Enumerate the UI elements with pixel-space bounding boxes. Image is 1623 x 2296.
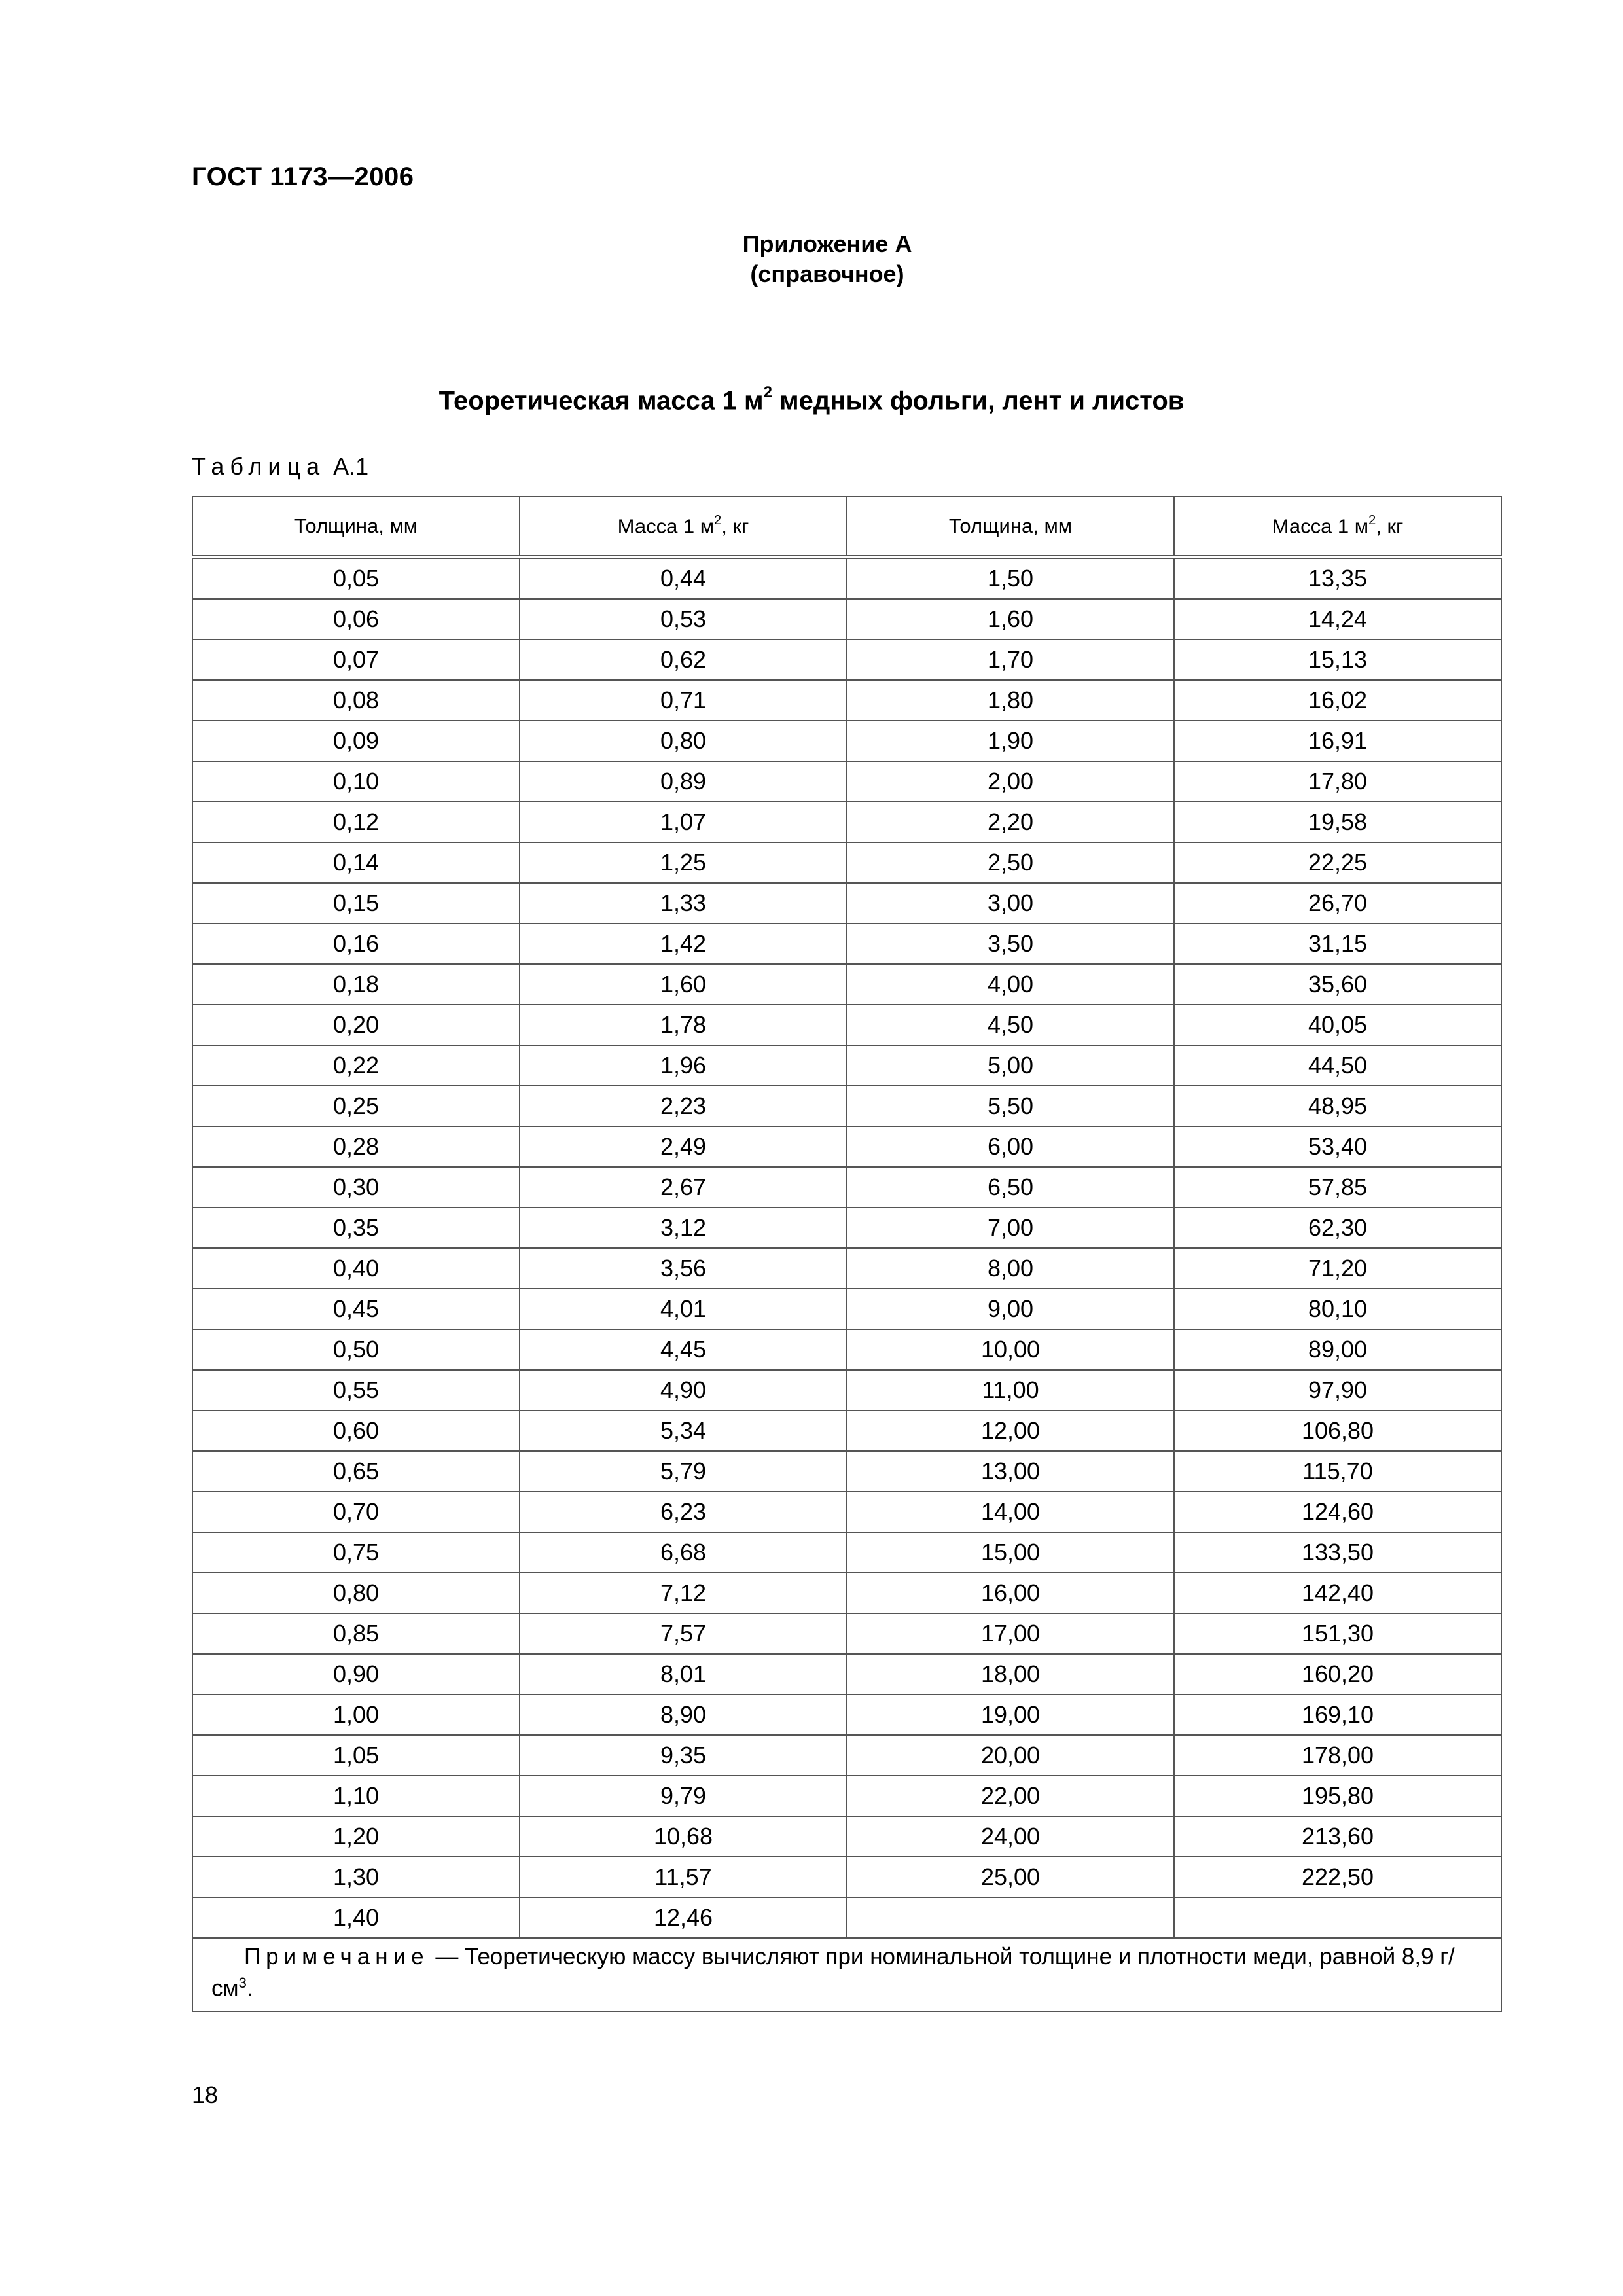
cell-thickness-2: 25,00: [847, 1857, 1174, 1897]
cell-thickness-2: [847, 1897, 1174, 1938]
cell-mass-2: 106,80: [1174, 1410, 1501, 1451]
table-row: [192, 1126, 1501, 1167]
cell-mass-1: 6,23: [520, 1492, 847, 1532]
cell-mass-1: 0,71: [520, 680, 847, 721]
note-end: .: [246, 1975, 253, 2001]
cell-thickness-1: 0,65: [192, 1451, 520, 1492]
cell-mass-2: 89,00: [1174, 1329, 1501, 1370]
cell-thickness-1: 0,07: [192, 639, 520, 680]
cell-thickness-2: 15,00: [847, 1532, 1174, 1573]
table-row: [192, 842, 1501, 883]
cell-mass-1: 0,44: [520, 557, 847, 599]
cell-mass-2: 133,50: [1174, 1532, 1501, 1573]
cell-thickness-1: 0,60: [192, 1410, 520, 1451]
cell-mass-1: 1,07: [520, 802, 847, 842]
table-body: [192, 557, 1501, 1938]
table-row: [192, 1735, 1501, 1776]
cell-mass-2: 97,90: [1174, 1370, 1501, 1410]
cell-mass-1: 11,57: [520, 1857, 847, 1897]
cell-thickness-2: 14,00: [847, 1492, 1174, 1532]
table-row: [192, 1167, 1501, 1208]
cell-mass-2: 178,00: [1174, 1735, 1501, 1776]
cell-mass-2: 151,30: [1174, 1613, 1501, 1654]
table-row: [192, 1208, 1501, 1248]
cell-mass-2: 13,35: [1174, 557, 1501, 599]
cell-mass-2: 53,40: [1174, 1126, 1501, 1167]
cell-thickness-2: 4,50: [847, 1005, 1174, 1045]
cell-thickness-1: 0,09: [192, 721, 520, 761]
cell-mass-1: 1,33: [520, 883, 847, 924]
header-mass-2-suffix: , кг: [1376, 514, 1404, 538]
cell-thickness-1: 0,45: [192, 1289, 520, 1329]
cell-thickness-2: 20,00: [847, 1735, 1174, 1776]
cell-thickness-2: 11,00: [847, 1370, 1174, 1410]
cell-mass-2: 142,40: [1174, 1573, 1501, 1613]
header-mass-1-sup: 2: [714, 512, 722, 528]
cell-thickness-1: 1,20: [192, 1816, 520, 1857]
cell-thickness-1: 0,22: [192, 1045, 520, 1086]
cell-mass-2: 35,60: [1174, 964, 1501, 1005]
cell-mass-1: 0,62: [520, 639, 847, 680]
table-caption-number: А.1: [333, 453, 369, 480]
cell-thickness-2: 12,00: [847, 1410, 1174, 1451]
cell-thickness-2: 24,00: [847, 1816, 1174, 1857]
cell-thickness-2: 1,90: [847, 721, 1174, 761]
cell-thickness-2: 9,00: [847, 1289, 1174, 1329]
cell-mass-1: 8,90: [520, 1695, 847, 1735]
cell-thickness-1: 0,18: [192, 964, 520, 1005]
cell-thickness-1: 0,70: [192, 1492, 520, 1532]
cell-mass-1: 1,25: [520, 842, 847, 883]
cell-mass-1: 0,53: [520, 599, 847, 639]
cell-thickness-1: 0,85: [192, 1613, 520, 1654]
cell-mass-2: 71,20: [1174, 1248, 1501, 1289]
table-row: [192, 1410, 1501, 1451]
cell-mass-2: 57,85: [1174, 1167, 1501, 1208]
page-number: 18: [192, 2081, 219, 2108]
cell-thickness-1: 0,15: [192, 883, 520, 924]
cell-thickness-1: 0,28: [192, 1126, 520, 1167]
appendix-type: (справочное): [750, 260, 904, 287]
cell-mass-2: 16,91: [1174, 721, 1501, 761]
cell-thickness-1: 0,10: [192, 761, 520, 802]
cell-mass-2: 17,80: [1174, 761, 1501, 802]
cell-mass-2: 16,02: [1174, 680, 1501, 721]
cell-mass-1: 12,46: [520, 1897, 847, 1938]
cell-mass-1: 10,68: [520, 1816, 847, 1857]
cell-thickness-1: 0,25: [192, 1086, 520, 1126]
cell-thickness-2: 1,60: [847, 599, 1174, 639]
table-row: [192, 924, 1501, 964]
header-mass-1: [520, 497, 847, 557]
cell-mass-1: 3,12: [520, 1208, 847, 1248]
cell-thickness-1: 0,40: [192, 1248, 520, 1289]
cell-thickness-2: 2,50: [847, 842, 1174, 883]
cell-thickness-2: 16,00: [847, 1573, 1174, 1613]
cell-thickness-1: 0,75: [192, 1532, 520, 1573]
cell-mass-2: 80,10: [1174, 1289, 1501, 1329]
cell-thickness-1: 0,55: [192, 1370, 520, 1410]
cell-mass-1: 7,57: [520, 1613, 847, 1654]
cell-mass-2: 222,50: [1174, 1857, 1501, 1897]
cell-thickness-2: 7,00: [847, 1208, 1174, 1248]
cell-mass-1: 2,67: [520, 1167, 847, 1208]
table-row: [192, 1532, 1501, 1573]
cell-mass-2: 15,13: [1174, 639, 1501, 680]
table-row: [192, 1248, 1501, 1289]
note-text: — Теоретическую массу вычисляют при номинальной толщине и плотности меди, равной 8,9 г/см: [211, 1943, 1455, 2001]
cell-thickness-2: 19,00: [847, 1695, 1174, 1735]
cell-mass-1: 5,79: [520, 1451, 847, 1492]
cell-thickness-2: 18,00: [847, 1654, 1174, 1695]
cell-mass-1: 1,96: [520, 1045, 847, 1086]
cell-mass-2: 19,58: [1174, 802, 1501, 842]
cell-thickness-1: 0,12: [192, 802, 520, 842]
cell-thickness-2: 3,50: [847, 924, 1174, 964]
cell-thickness-1: 1,05: [192, 1735, 520, 1776]
table-caption-label: Таблица: [192, 453, 326, 480]
table-row: [192, 1897, 1501, 1938]
table-row: [192, 1654, 1501, 1695]
cell-mass-2: 31,15: [1174, 924, 1501, 964]
cell-thickness-2: 22,00: [847, 1776, 1174, 1816]
cell-thickness-1: 0,16: [192, 924, 520, 964]
cell-mass-1: 8,01: [520, 1654, 847, 1695]
cell-thickness-2: 2,00: [847, 761, 1174, 802]
header-mass-2-sup: 2: [1368, 512, 1376, 528]
document-title: [0, 386, 1623, 416]
table-row: [192, 1289, 1501, 1329]
table-row: [192, 1329, 1501, 1370]
cell-mass-1: 2,49: [520, 1126, 847, 1167]
cell-mass-1: 7,12: [520, 1573, 847, 1613]
cell-thickness-1: 0,14: [192, 842, 520, 883]
cell-mass-2: 213,60: [1174, 1816, 1501, 1857]
cell-mass-2: 26,70: [1174, 883, 1501, 924]
table-row: [192, 1857, 1501, 1897]
cell-mass-1: 3,56: [520, 1248, 847, 1289]
cell-mass-1: 9,35: [520, 1735, 847, 1776]
cell-mass-1: 0,80: [520, 721, 847, 761]
mass-table: [192, 496, 1502, 2012]
cell-mass-2: 40,05: [1174, 1005, 1501, 1045]
table-row: [192, 639, 1501, 680]
header-mass-2-prefix: Масса 1 м: [1272, 514, 1369, 538]
cell-thickness-2: 10,00: [847, 1329, 1174, 1370]
table-caption: [192, 453, 368, 480]
cell-mass-1: 4,01: [520, 1289, 847, 1329]
table-row: [192, 964, 1501, 1005]
cell-thickness-2: 2,20: [847, 802, 1174, 842]
table-row: [192, 1045, 1501, 1086]
cell-thickness-1: 0,50: [192, 1329, 520, 1370]
table-header-row: [192, 497, 1501, 557]
cell-thickness-2: 4,00: [847, 964, 1174, 1005]
cell-thickness-1: 0,35: [192, 1208, 520, 1248]
cell-thickness-1: 1,00: [192, 1695, 520, 1735]
cell-mass-1: 6,68: [520, 1532, 847, 1573]
cell-mass-2: [1174, 1897, 1501, 1938]
title-suffix: медных фольги, лент и листов: [772, 386, 1185, 416]
cell-mass-1: 4,90: [520, 1370, 847, 1410]
cell-thickness-1: 0,05: [192, 557, 520, 599]
table-row: [192, 1613, 1501, 1654]
table-note-row: [192, 1938, 1501, 2011]
cell-mass-1: 1,78: [520, 1005, 847, 1045]
header-thickness-2: Толщина, мм: [847, 497, 1174, 557]
table-row: [192, 721, 1501, 761]
cell-mass-2: 169,10: [1174, 1695, 1501, 1735]
cell-mass-2: 62,30: [1174, 1208, 1501, 1248]
table-row: [192, 1695, 1501, 1735]
cell-thickness-2: 17,00: [847, 1613, 1174, 1654]
cell-mass-1: 1,42: [520, 924, 847, 964]
header-thickness-1: Толщина, мм: [192, 497, 520, 557]
note-superscript: 3: [238, 1974, 247, 1991]
note-label: Примечание: [244, 1943, 429, 1969]
cell-thickness-1: 0,80: [192, 1573, 520, 1613]
title-prefix: Теоретическая масса 1 м: [438, 386, 764, 416]
header-mass-1-prefix: Масса 1 м: [617, 514, 715, 538]
cell-thickness-2: 5,50: [847, 1086, 1174, 1126]
cell-thickness-2: 6,00: [847, 1126, 1174, 1167]
table-row: [192, 1086, 1501, 1126]
cell-thickness-2: 13,00: [847, 1451, 1174, 1492]
table-row: [192, 1451, 1501, 1492]
cell-thickness-2: 8,00: [847, 1248, 1174, 1289]
appendix-title: Приложение А: [742, 230, 912, 257]
table-row: [192, 599, 1501, 639]
table-row: [192, 557, 1501, 599]
cell-thickness-1: 0,30: [192, 1167, 520, 1208]
cell-mass-2: 14,24: [1174, 599, 1501, 639]
cell-mass-1: 1,60: [520, 964, 847, 1005]
cell-mass-2: 160,20: [1174, 1654, 1501, 1695]
cell-thickness-1: 1,10: [192, 1776, 520, 1816]
cell-thickness-2: 1,50: [847, 557, 1174, 599]
header-mass-1-suffix: , кг: [721, 514, 749, 538]
cell-thickness-2: 1,70: [847, 639, 1174, 680]
table-row: [192, 1573, 1501, 1613]
table-row: [192, 1492, 1501, 1532]
cell-mass-1: 4,45: [520, 1329, 847, 1370]
cell-thickness-2: 5,00: [847, 1045, 1174, 1086]
cell-mass-2: 124,60: [1174, 1492, 1501, 1532]
cell-mass-1: 0,89: [520, 761, 847, 802]
cell-thickness-2: 6,50: [847, 1167, 1174, 1208]
cell-mass-2: 48,95: [1174, 1086, 1501, 1126]
cell-mass-1: 9,79: [520, 1776, 847, 1816]
table-row: [192, 1005, 1501, 1045]
cell-thickness-2: 3,00: [847, 883, 1174, 924]
table-row: [192, 1776, 1501, 1816]
table-row: [192, 1370, 1501, 1410]
cell-thickness-2: 1,80: [847, 680, 1174, 721]
cell-mass-1: 2,23: [520, 1086, 847, 1126]
table-row: [192, 883, 1501, 924]
cell-thickness-1: 0,90: [192, 1654, 520, 1695]
cell-mass-2: 44,50: [1174, 1045, 1501, 1086]
header-mass-2: [1174, 497, 1501, 557]
table-note: [192, 1938, 1501, 2011]
standard-header: ГОСТ 1173—2006: [192, 162, 414, 191]
table-row: [192, 680, 1501, 721]
cell-thickness-1: 0,06: [192, 599, 520, 639]
cell-thickness-1: 1,40: [192, 1897, 520, 1938]
cell-thickness-1: 1,30: [192, 1857, 520, 1897]
cell-mass-2: 22,25: [1174, 842, 1501, 883]
cell-thickness-1: 0,20: [192, 1005, 520, 1045]
cell-mass-2: 115,70: [1174, 1451, 1501, 1492]
title-superscript: 2: [763, 384, 772, 401]
cell-thickness-1: 0,08: [192, 680, 520, 721]
table-row: [192, 761, 1501, 802]
table-row: [192, 1816, 1501, 1857]
cell-mass-2: 195,80: [1174, 1776, 1501, 1816]
cell-mass-1: 5,34: [520, 1410, 847, 1451]
table-row: [192, 802, 1501, 842]
